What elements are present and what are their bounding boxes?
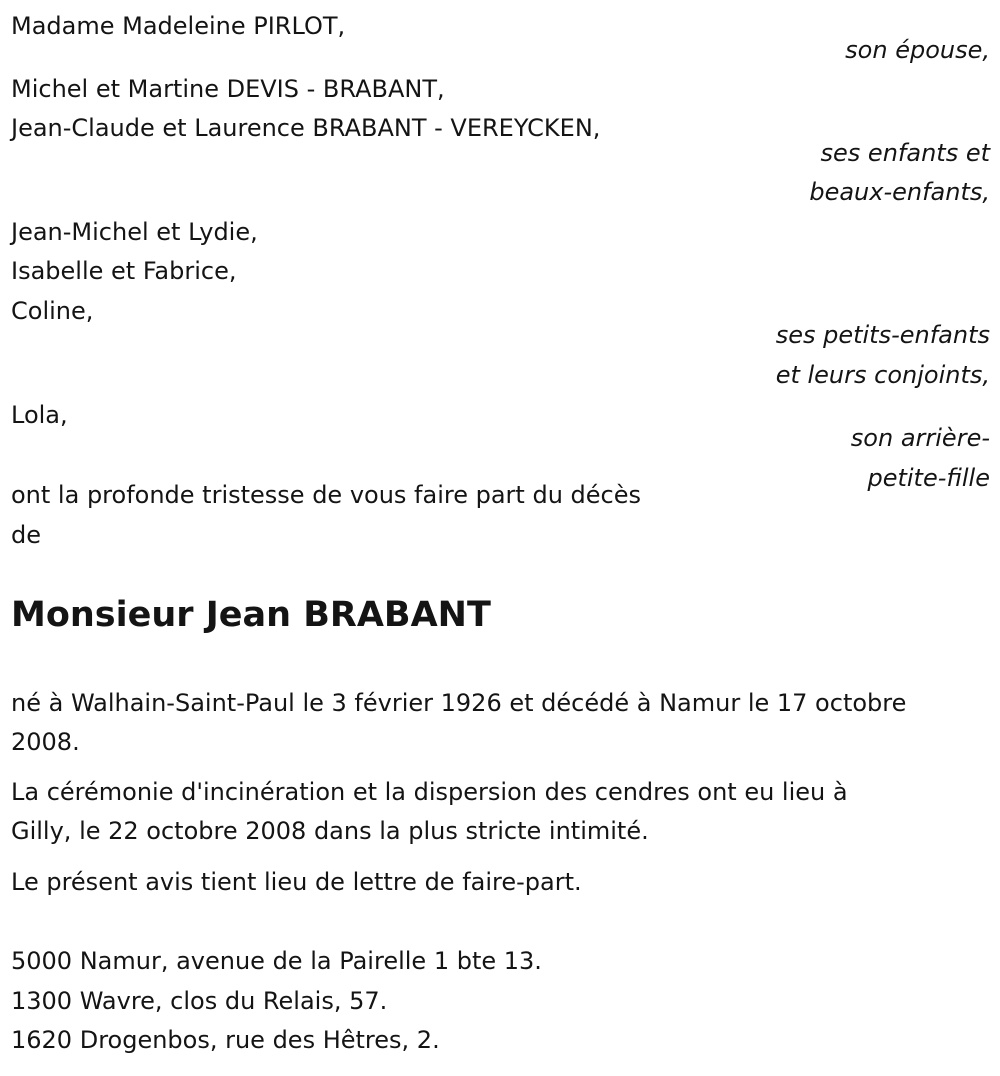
intro-line-1: ont la profonde tristesse de vous faire part du décès xyxy=(11,481,641,509)
address-line-2: 1300 Wavre, clos du Relais, 57. xyxy=(11,987,388,1015)
grandchild-line-1: Jean-Michel et Lydie, xyxy=(11,218,258,246)
ceremony-line-2: Gilly, le 22 octobre 2008 dans la plus stricte intimité. xyxy=(11,817,649,845)
child-line-2: Jean-Claude et Laurence BRABANT - VEREYCKEN, xyxy=(11,114,601,142)
grandchild-line-2: Isabelle et Fabrice, xyxy=(11,257,237,285)
grandchildren-relation-line-1: ses petits-enfants xyxy=(775,321,990,349)
grandchildren-relation-line-2: et leurs conjoints, xyxy=(775,361,990,389)
address-line-3: 1620 Drogenbos, rue des Hêtres, 2. xyxy=(11,1026,440,1054)
address-line-1: 5000 Namur, avenue de la Pairelle 1 bte 13. xyxy=(11,947,542,975)
birth-death-line-1: né à Walhain-Saint-Paul le 3 février 1926 et décédé à Namur le 17 octobre xyxy=(11,689,907,717)
child-line-1: Michel et Martine DEVIS - BRABANT, xyxy=(11,75,445,103)
great-grandchild: Lola, xyxy=(11,401,68,429)
notice-line: Le présent avis tient lieu de lettre de faire-part. xyxy=(11,868,582,896)
children-relation-line-2: beaux-enfants, xyxy=(809,178,990,206)
children-relation-line-1: ses enfants et xyxy=(820,139,990,167)
ceremony-line-1: La cérémonie d'incinération et la dispersion des cendres ont eu lieu à xyxy=(11,778,848,806)
deceased-name: Monsieur Jean BRABANT xyxy=(11,595,491,635)
spouse-relation: son épouse, xyxy=(845,36,990,64)
birth-death-line-2: 2008. xyxy=(11,728,80,756)
grandchild-line-3: Coline, xyxy=(11,297,94,325)
intro-line-2: de xyxy=(11,521,41,549)
great-grandchild-relation-line-2: petite-fille xyxy=(867,464,990,492)
great-grandchild-relation-line-1: son arrière- xyxy=(850,424,990,452)
spouse-name: Madame Madeleine PIRLOT, xyxy=(11,12,346,40)
